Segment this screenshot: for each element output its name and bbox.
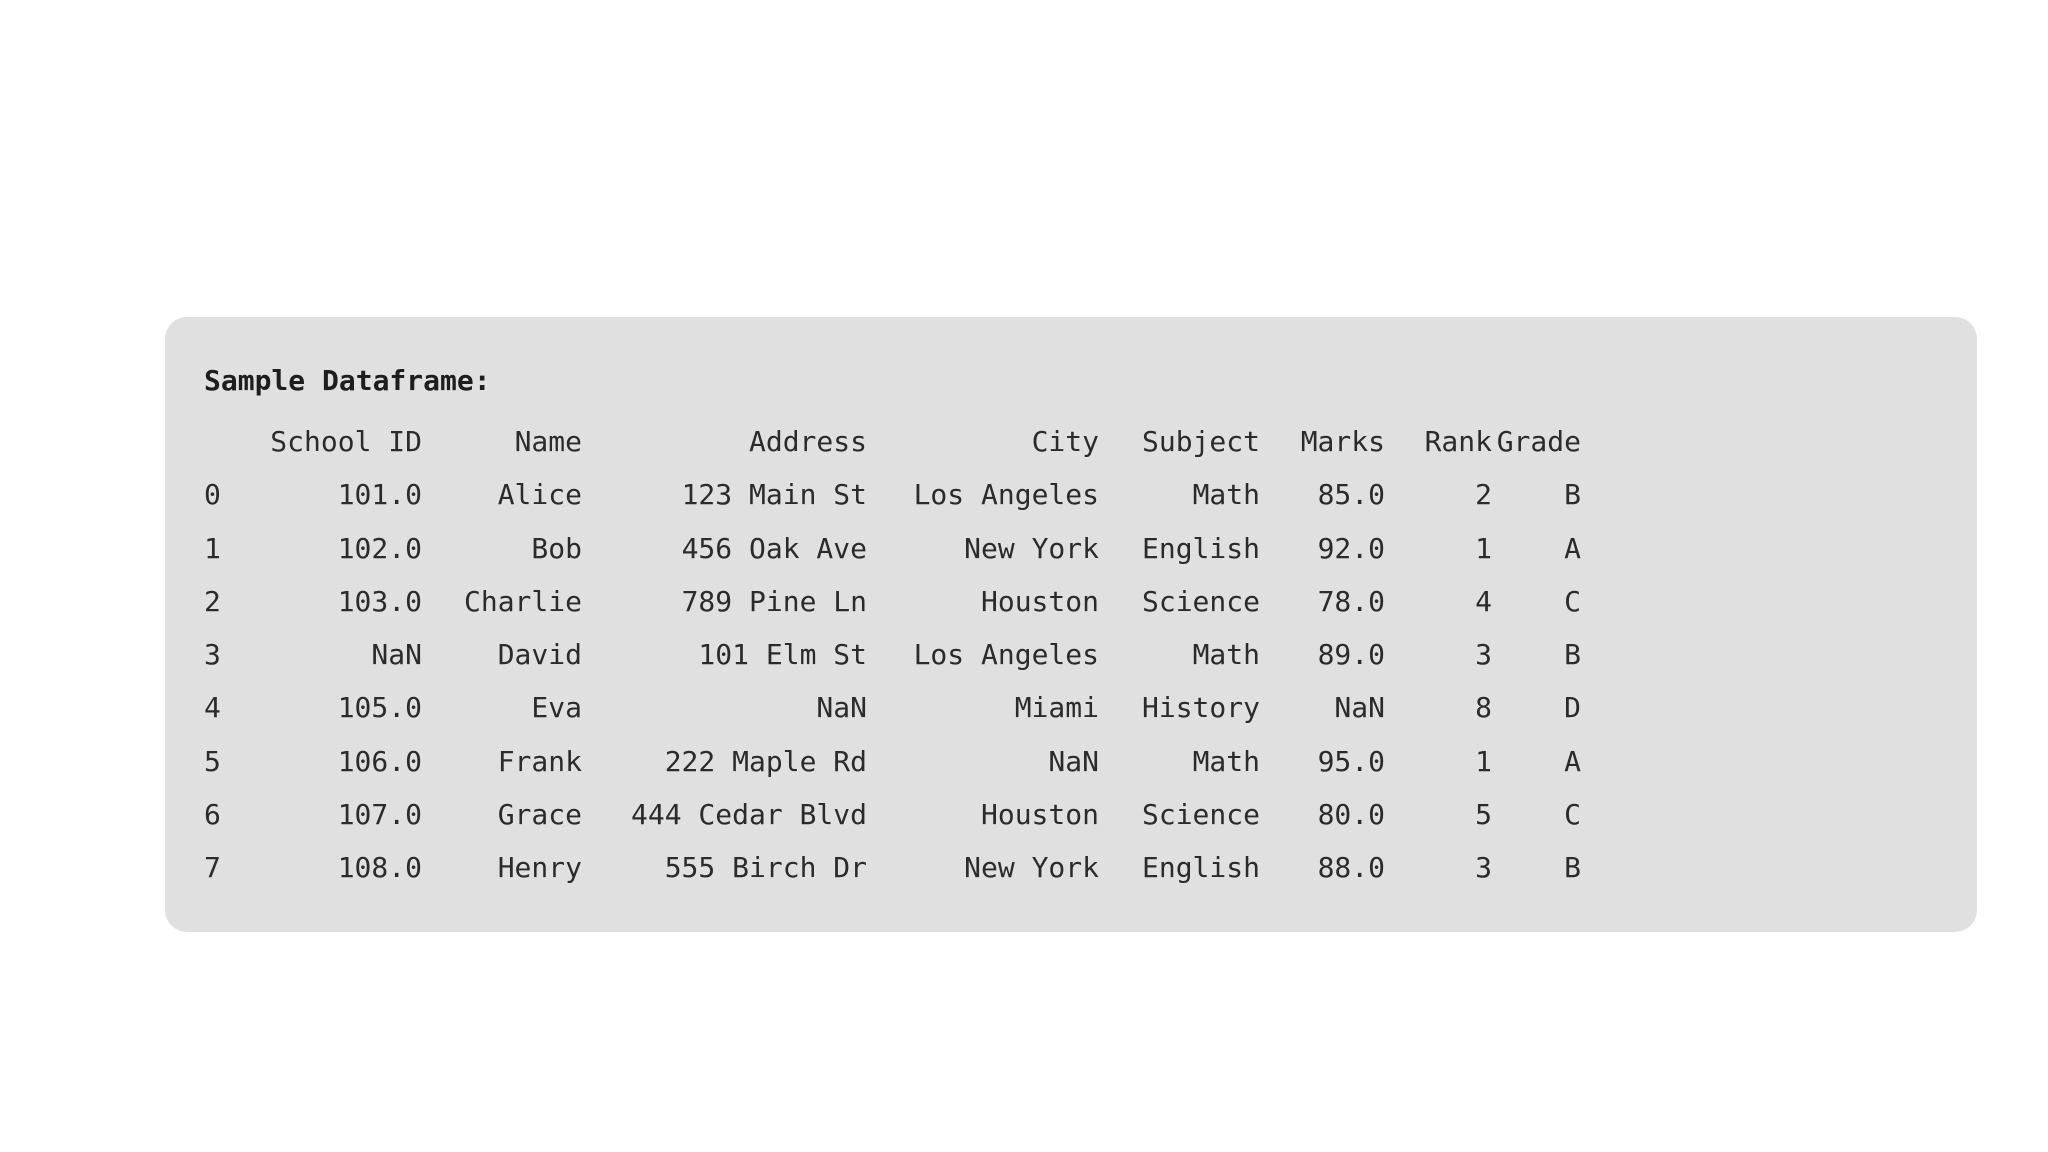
table-row — [204, 735, 1581, 788]
column-header: Address — [748, 425, 867, 458]
table-cell: Charlie — [463, 584, 582, 618]
column-header: Subject — [1141, 425, 1260, 458]
table-cell: 88.0 — [1317, 851, 1385, 885]
table-cell: Eva — [531, 691, 582, 725]
table-header-row — [204, 415, 1581, 468]
table-cell: Alice — [497, 478, 582, 512]
row-index: 0 — [204, 478, 221, 512]
table-cell: 8 — [1475, 691, 1492, 725]
table-cell: Frank — [497, 744, 582, 778]
table-cell: 4 — [1475, 584, 1492, 618]
row-index: 4 — [204, 691, 221, 725]
table-cell: 101 Elm St — [698, 638, 867, 672]
column-header: City — [1031, 425, 1099, 458]
table-cell: 444 Cedar Blvd — [630, 798, 867, 832]
table-cell: Los Angeles — [913, 478, 1099, 512]
table-cell: 78.0 — [1317, 584, 1385, 618]
row-index: 2 — [204, 584, 221, 618]
index-header — [204, 415, 244, 468]
table-cell: NaN — [816, 691, 867, 725]
table-row — [204, 575, 1581, 628]
table-cell: 1 — [1475, 744, 1492, 778]
table-cell: English — [1141, 531, 1260, 565]
row-index: 7 — [204, 851, 221, 885]
table-cell: NaN — [1334, 691, 1385, 725]
dataframe-table — [204, 415, 1581, 895]
table-row — [204, 468, 1581, 521]
table-cell: A — [1564, 744, 1581, 778]
table-cell: B — [1564, 851, 1581, 885]
column-header: School ID — [270, 425, 422, 458]
table-cell: NaN — [371, 638, 422, 672]
table-cell: 1 — [1475, 531, 1492, 565]
row-index: 5 — [204, 744, 221, 778]
table-cell: 80.0 — [1317, 798, 1385, 832]
table-cell: Bob — [531, 531, 582, 565]
table-cell: 92.0 — [1317, 531, 1385, 565]
table-cell: Science — [1141, 798, 1260, 832]
table-row — [204, 681, 1581, 734]
table-cell: Henry — [497, 851, 582, 885]
table-cell: A — [1564, 531, 1581, 565]
table-cell: 89.0 — [1317, 638, 1385, 672]
table-cell: 2 — [1475, 478, 1492, 512]
table-cell: Math — [1192, 638, 1260, 672]
table-cell: 102.0 — [337, 531, 422, 565]
table-row — [204, 788, 1581, 841]
table-cell: NaN — [1048, 744, 1099, 778]
table-cell: Houston — [980, 584, 1099, 618]
table-cell: New York — [964, 531, 1099, 565]
column-header: Grade — [1496, 425, 1581, 458]
column-header: Rank — [1424, 425, 1492, 458]
table-row — [204, 841, 1581, 894]
table-cell: Houston — [980, 798, 1099, 832]
row-index: 6 — [204, 798, 221, 832]
table-cell: 101.0 — [337, 478, 422, 512]
table-cell: B — [1564, 478, 1581, 512]
table-cell: 222 Maple Rd — [664, 744, 867, 778]
table-cell: 555 Birch Dr — [664, 851, 867, 885]
table-cell: 5 — [1475, 798, 1492, 832]
table-cell: Science — [1141, 584, 1260, 618]
table-cell: 106.0 — [337, 744, 422, 778]
table-cell: 103.0 — [337, 584, 422, 618]
table-cell: Los Angeles — [913, 638, 1099, 672]
row-index: 1 — [204, 531, 221, 565]
table-cell: History — [1141, 691, 1260, 725]
table-cell: D — [1564, 691, 1581, 725]
table-cell: C — [1564, 798, 1581, 832]
table-cell: English — [1141, 851, 1260, 885]
table-cell: 95.0 — [1317, 744, 1385, 778]
table-cell: C — [1564, 584, 1581, 618]
table-cell: 85.0 — [1317, 478, 1385, 512]
table-cell: 3 — [1475, 851, 1492, 885]
table-cell: 789 Pine Ln — [681, 584, 867, 618]
table-cell: B — [1564, 638, 1581, 672]
table-cell: New York — [964, 851, 1099, 885]
table-cell: Math — [1192, 478, 1260, 512]
cell-output — [165, 317, 1977, 932]
table-cell: Miami — [1014, 691, 1099, 725]
output-title: Sample Dataframe: — [204, 364, 491, 397]
row-index: 3 — [204, 638, 221, 672]
table-cell: 123 Main St — [681, 478, 867, 512]
table-cell: 3 — [1475, 638, 1492, 672]
table-cell: 105.0 — [337, 691, 422, 725]
table-cell: 108.0 — [337, 851, 422, 885]
table-cell: Grace — [497, 798, 582, 832]
table-cell: Math — [1192, 744, 1260, 778]
column-header: Marks — [1300, 425, 1385, 458]
table-cell: David — [497, 638, 582, 672]
table-row — [204, 628, 1581, 681]
table-row — [204, 522, 1581, 575]
column-header: Name — [514, 425, 582, 458]
table-cell: 456 Oak Ave — [681, 531, 867, 565]
table-cell: 107.0 — [337, 798, 422, 832]
